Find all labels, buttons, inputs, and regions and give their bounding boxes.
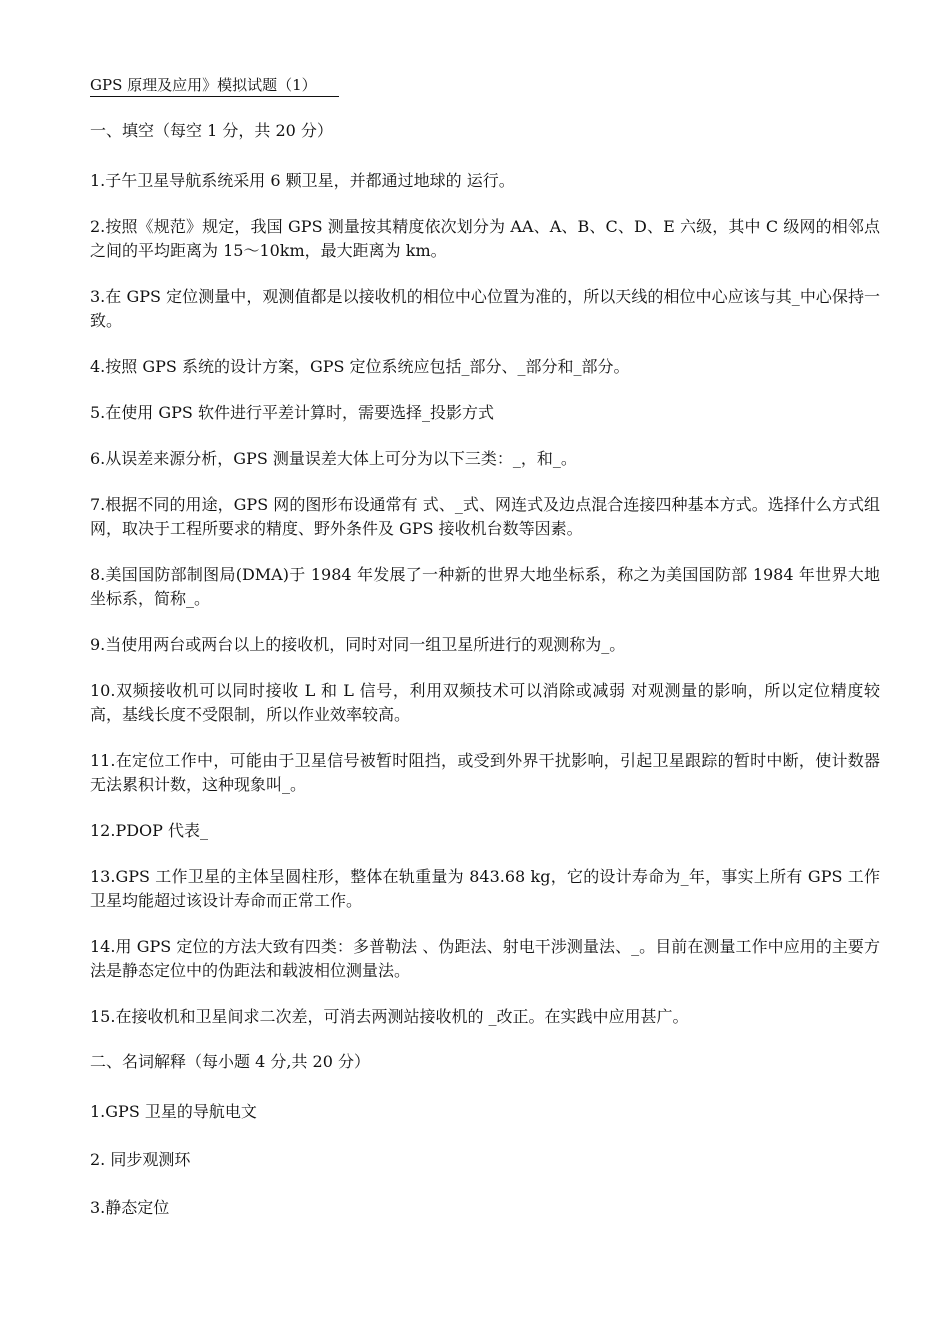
question-10: 10.双频接收机可以同时接收 L 和 L 信号，利用双频技术可以消除或减弱 对观测量的影响，所以定位精度较高，基线长度不受限制，所以作业效率较高。 [90, 681, 880, 724]
question-12: 12.PDOP 代表_ [90, 821, 209, 840]
question-15: 15.在接收机和卫星间求二次差，可消去两测站接收机的 _改正。在实践中应用甚广。 [90, 1007, 689, 1026]
section-fill-in-heading: 一、填空（每空 1 分，共 20 分） [90, 121, 333, 140]
question-14: 14.用 GPS 定位的方法大致有四类：多普勒法 、伪距法、射电干涉测量法、_。目前在测量工作中应用的主要方法是静态定位中的伪距法和载波相位测量法。 [90, 937, 880, 980]
question-8: 8.美国国防部制图局(DMA)于 1984 年发展了一种新的世界大地坐标系，称之为美国国防部 1984 年世界大地坐标系，简称_。 [90, 565, 880, 608]
question-4: 4.按照 GPS 系统的设计方案，GPS 定位系统应包括_部分、_部分和_部分。 [90, 357, 630, 376]
definition-1: 1.GPS 卫星的导航电文 [90, 1102, 257, 1121]
section-definitions-heading: 二、名词解释（每小题 4 分,共 20 分） [90, 1052, 370, 1071]
question-9: 9.当使用两台或两台以上的接收机，同时对同一组卫星所进行的观测称为_。 [90, 635, 626, 654]
definition-3: 3.静态定位 [90, 1198, 170, 1217]
question-11: 11.在定位工作中，可能由于卫星信号被暂时阻挡，或受到外界干扰影响，引起卫星跟踪的暂时中断，使计数器无法累积计数，这种现象叫_。 [90, 751, 880, 794]
question-2: 2.按照《规范》规定，我国 GPS 测量按其精度依次划分为 AA、A、B、C、D、E 六级，其中 C 级网的相邻点之间的平均距离为 15～10km，最大距离为 km。 [90, 217, 880, 260]
question-3: 3.在 GPS 定位测量中，观测值都是以接收机的相位中心位置为准的，所以天线的相位中心应该与其_中心保持一致。 [90, 287, 880, 330]
question-5: 5.在使用 GPS 软件进行平差计算时，需要选择_投影方式 [90, 403, 494, 422]
question-7: 7.根据不同的用途，GPS 网的图形布设通常有 式、_式、网连式及边点混合连接四种基本方式。选择什么方式组网，取决于工程所要求的精度、野外条件及 GPS 接收机台数等因素。 [90, 495, 880, 538]
document-title: GPS 原理及应用》模拟试题（1） [90, 74, 339, 97]
question-13: 13.GPS 工作卫星的主体呈圆柱形，整体在轨重量为 843.68 kg，它的设计寿命为_年，事实上所有 GPS 工作卫星均能超过该设计寿命而正常工作。 [90, 867, 880, 910]
definition-2: 2. 同步观测环 [90, 1150, 191, 1169]
exam-page [90, 74, 880, 1244]
question-1: 1.子午卫星导航系统采用 6 颗卫星，并都通过地球的 运行。 [90, 171, 515, 190]
question-6: 6.从误差来源分析，GPS 测量误差大体上可分为以下三类：_，和_。 [90, 449, 577, 468]
